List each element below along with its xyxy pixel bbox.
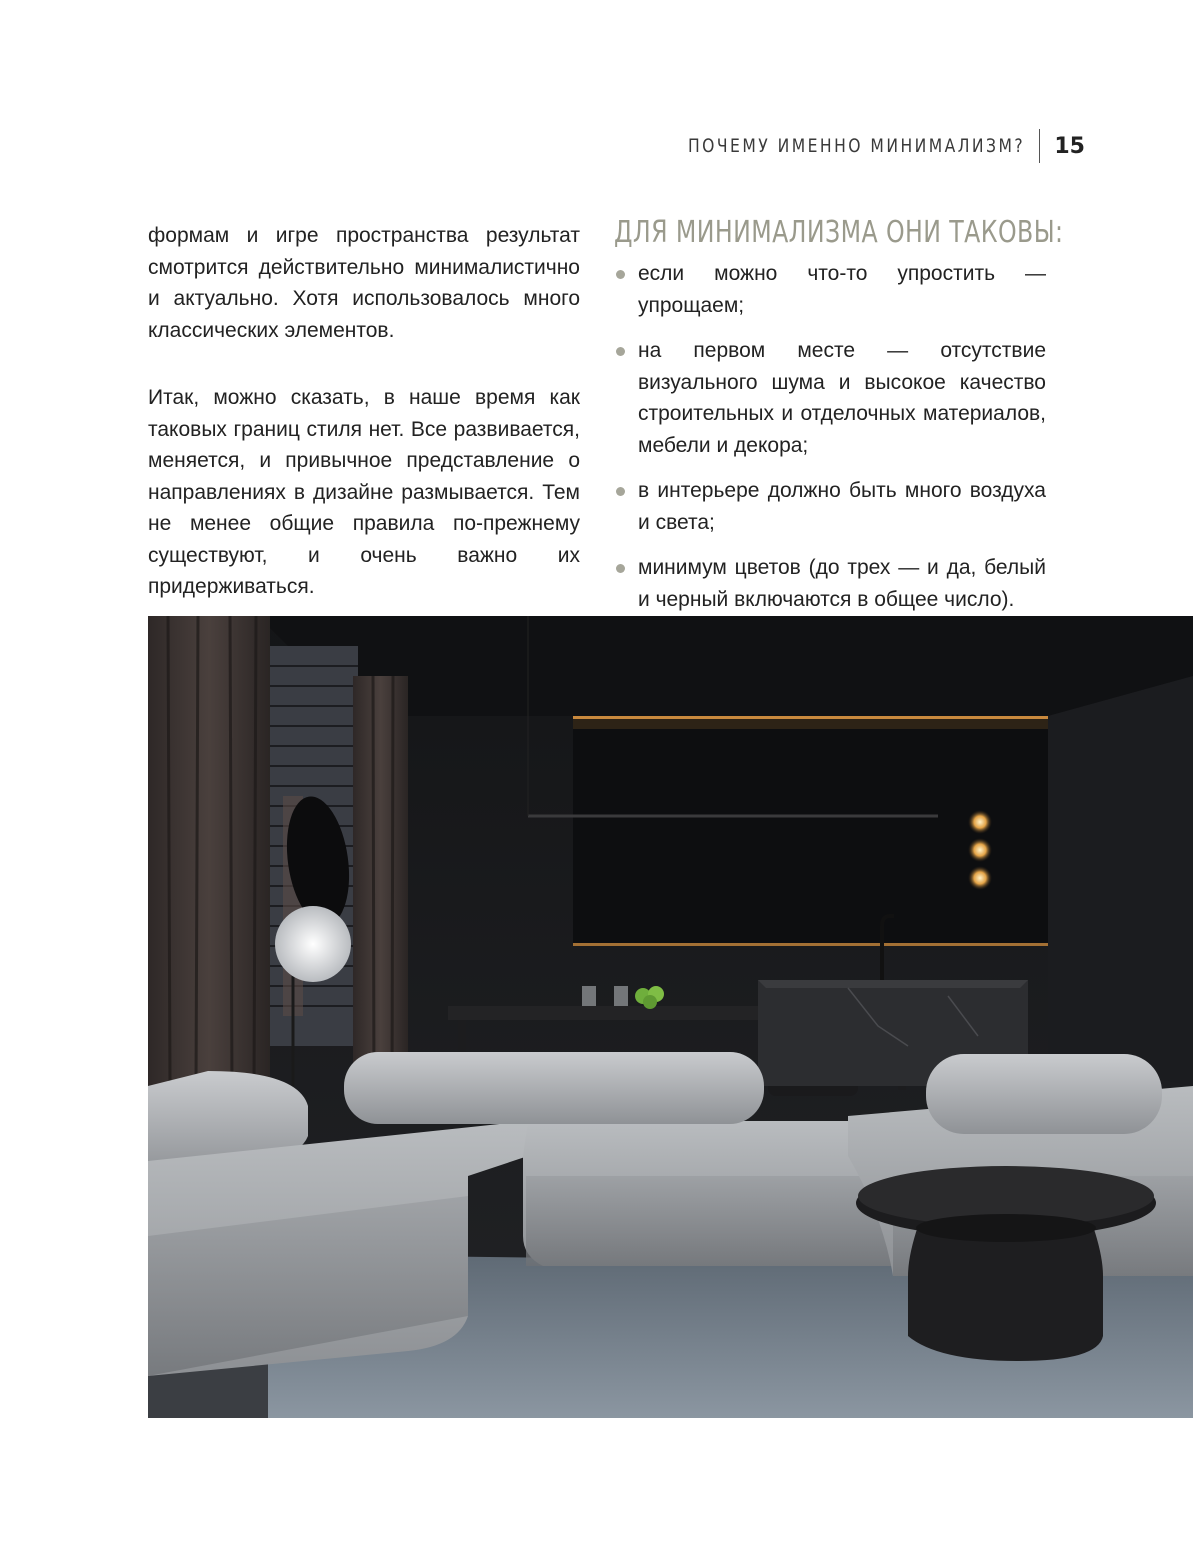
bullet-dot-icon (616, 487, 625, 496)
header-divider (1039, 129, 1040, 163)
interior-photo (148, 616, 1193, 1418)
list-item-text: если можно что-то упростить — упрощаем; (638, 262, 1046, 317)
body-paragraph: формам и игре пространства результат смотрится действительно минималистично и актуально. Хотя использовалось много классических элементов. (148, 224, 580, 342)
list-item (614, 475, 1046, 538)
list-item (614, 258, 1046, 321)
bullet-dot-icon (616, 347, 625, 356)
list-item-text: в интерьере должно быть много воздуха и света; (638, 479, 1046, 534)
list-item (614, 335, 1046, 461)
rules-list (614, 258, 1046, 615)
body-paragraph: Итак, можно сказать, в наше время как таковых границ стиля нет. Все развивается, меняется, и привычное представление о направлениях в дизайне размывается. Тем не менее общие правила по-прежнему существуют, и очень важно их придерживаться. (148, 386, 580, 598)
left-column (148, 220, 580, 639)
right-column (614, 214, 1064, 629)
list-item-text: на первом месте — отсутствие визуального шума и высокое качество строительных и отделочных материалов, мебели и декора; (638, 339, 1046, 457)
list-item-text: минимум цветов (до трех — и да, белый и черный включаются в общее число). (638, 556, 1046, 611)
running-title: ПОЧЕМУ ИМЕННО МИНИМАЛИЗМ? (688, 135, 1026, 157)
bullet-dot-icon (616, 270, 625, 279)
list-item (614, 552, 1046, 615)
bullet-dot-icon (616, 564, 625, 573)
page-number: 15 (1054, 133, 1085, 159)
section-heading: ДЛЯ МИНИМАЛИЗМА ОНИ ТАКОВЫ: (614, 215, 1064, 250)
running-header (614, 128, 1085, 164)
